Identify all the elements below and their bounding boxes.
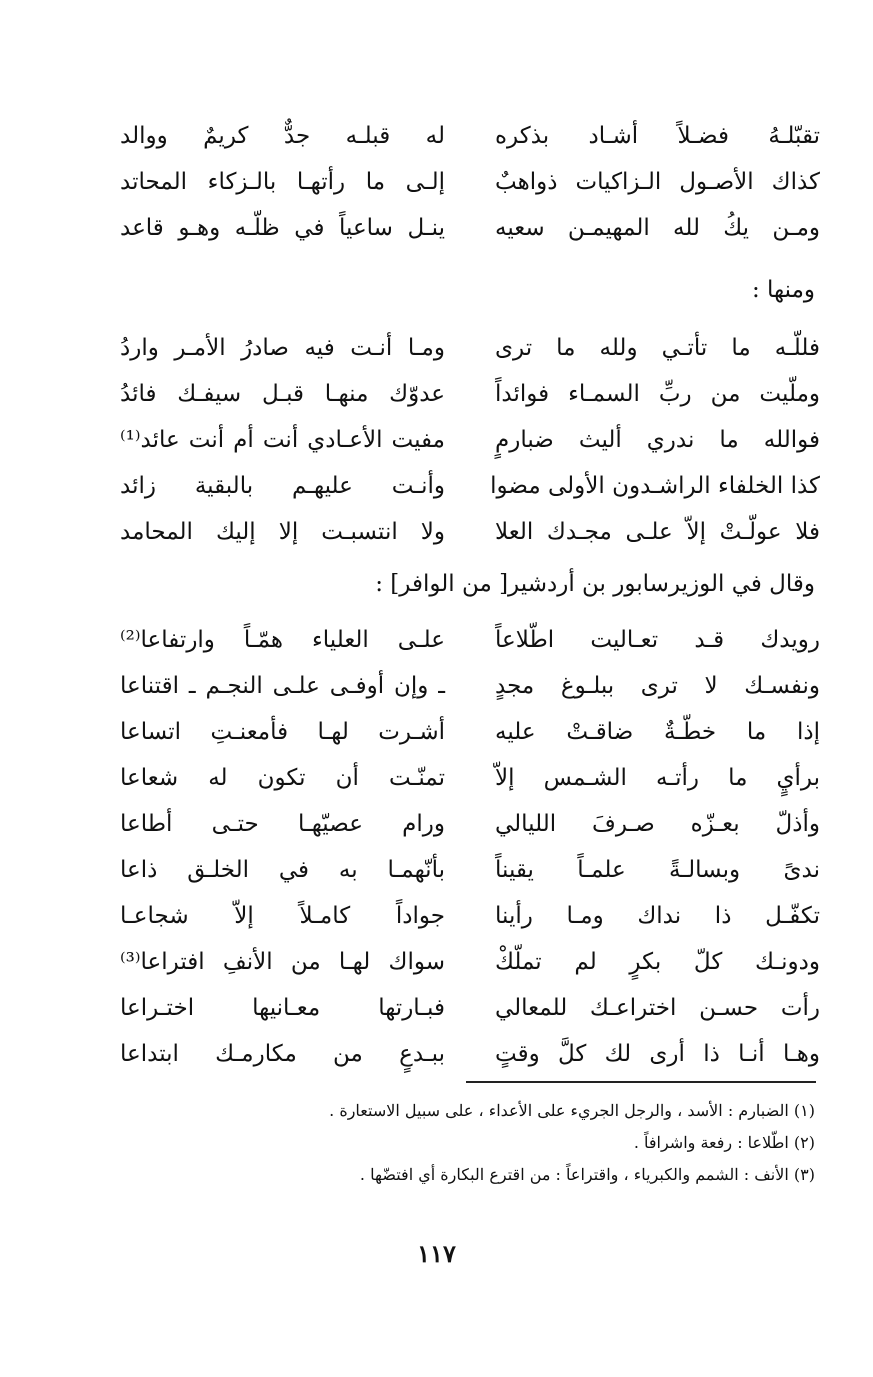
page-number: ١١٧ xyxy=(417,1239,456,1268)
section-heading: وقال في الوزيرسابور بن أردشير[ من الوافر] : xyxy=(375,571,815,597)
verse-first-hemistich: فوالله ما ندري أليث ضبارمٍ xyxy=(495,427,820,453)
verse-line xyxy=(120,324,820,372)
verse-second-hemistich: ببـدعٍ من مكارمـك ابتداعا xyxy=(120,1041,445,1067)
verse-first-hemistich: تقبّلـهُ فضـلاً أشـاد بذكره xyxy=(495,123,820,149)
verse-line xyxy=(120,462,820,510)
verse-second-hemistich: سواك لهـا من الأنفِ افتراعا⁽³⁾ xyxy=(120,949,445,975)
verse-second-hemistich: له قبلـه جدٌّ كريمٌ ووالد xyxy=(120,123,445,149)
verse-second-hemistich: عدوّك منهـا قبـل سيفـك فائدُ xyxy=(120,381,445,407)
verse-line xyxy=(120,984,820,1032)
verse-first-hemistich: رويدك قـد تعـاليت اطّلاعاً xyxy=(495,627,820,653)
verse-line xyxy=(120,370,820,418)
footnote-divider xyxy=(466,1081,816,1083)
footnote: (٢) اطّلاعا : رفعة واشرافاً . xyxy=(633,1133,815,1152)
verse-first-hemistich: كذاك الأصـول الـزاكيات ذواهبٌ xyxy=(495,169,820,195)
verse-line xyxy=(120,708,820,756)
verse-first-hemistich: وملّيت من ربِّ السمـاء فوائداً xyxy=(495,381,820,407)
verse-line xyxy=(120,416,820,464)
footnote: (١) الضبارم : الأسد ، والرجل الجريء على الأعداء ، على سبيل الاستعارة . xyxy=(329,1101,815,1120)
verse-second-hemistich: فبـارتها معـانيها اختـراعا xyxy=(120,995,445,1021)
verse-line xyxy=(120,938,820,986)
verse-first-hemistich: ندىً وبسالـةً علمـاً يقيناً xyxy=(495,857,820,883)
verse-first-hemistich: ومـن يكُ لله المهيمـن سعيه xyxy=(495,215,820,241)
section-heading: ومنها : xyxy=(751,277,815,303)
verse-second-hemistich: بأنّهمـا به في الخلـق ذاعا xyxy=(120,857,445,883)
verse-second-hemistich: جواداً كامـلاً إلاّ شجاعـا xyxy=(120,903,445,929)
verse-line xyxy=(120,754,820,802)
verse-first-hemistich: وهـا أنـا ذا أرى لك كلَّ وقتٍ xyxy=(495,1041,820,1067)
verse-first-hemistich: ونفسـك لا ترى ببلـوغ مجدٍ xyxy=(495,673,820,699)
verse-first-hemistich: برأيٍ ما رأتـه الشـمس إلاّ xyxy=(495,765,820,791)
verse-first-hemistich: وأذلّ بعـزّه صـرفَ الليالي xyxy=(495,811,820,837)
verse-second-hemistich: مفيت الأعـادي أنت أم أنت عائد⁽¹⁾ xyxy=(120,427,445,453)
verse-line xyxy=(120,508,820,556)
verse-first-hemistich: كذا الخلفاء الراشـدون الأولى مضوا xyxy=(490,473,820,499)
verse-first-hemistich: رأت حسـن اختراعـك للمعالي xyxy=(495,995,820,1021)
verse-first-hemistich: فلا عولّـتْ إلاّ علـى مجـدك العلا xyxy=(495,519,820,545)
verse-line xyxy=(120,846,820,894)
verse-second-hemistich: إلـى ما رأتهـا بالـزكاء المحاتد xyxy=(120,169,445,195)
verse-second-hemistich: أشـرت لهـا فأمعنـتِ اتساعا xyxy=(120,719,445,745)
verse-line xyxy=(120,158,820,206)
verse-second-hemistich: ومـا أنـت فيه صادرُ الأمـر واردُ xyxy=(120,335,445,361)
verse-second-hemistich: ـ وإن أوفـى علـى النجـم ـ اقتناعا xyxy=(120,673,445,699)
verse-line xyxy=(120,616,820,664)
verse-first-hemistich: إذا ما خطّـةٌ ضاقـتْ عليه xyxy=(495,719,820,745)
verse-line xyxy=(120,1030,820,1078)
verse-second-hemistich: تمنّـت أن تكون له شعاعا xyxy=(120,765,445,791)
verse-line xyxy=(120,112,820,160)
footnote: (٣) الأنف : الشمم والكبرياء ، واقتراعاً : من اقترع البكارة أي افتضّها . xyxy=(359,1165,815,1184)
verse-second-hemistich: ورام عصيّهـا حتـى أطاعا xyxy=(120,811,445,837)
verse-first-hemistich: ودونـك كلّ بكرٍ لم تملّكْ xyxy=(495,949,820,975)
verse-second-hemistich: ولا انتسبـت إلا إليك المحامد xyxy=(120,519,445,545)
verse-line xyxy=(120,662,820,710)
verse-second-hemistich: وأنـت عليهـم بالبقية زائد xyxy=(120,473,445,499)
verse-line xyxy=(120,204,820,252)
verse-line xyxy=(120,892,820,940)
verse-first-hemistich: فللّـه ما تأتـي ولله ما ترى xyxy=(495,335,820,361)
verse-second-hemistich: ينـل ساعياً في ظلّـه وهـو قاعد xyxy=(120,215,445,241)
verse-line xyxy=(120,800,820,848)
verse-second-hemistich: علـى العلياء همّـاً وارتفاعا⁽²⁾ xyxy=(120,627,445,653)
verse-first-hemistich: تكفّـل ذا نداك ومـا رأينا xyxy=(495,903,820,929)
